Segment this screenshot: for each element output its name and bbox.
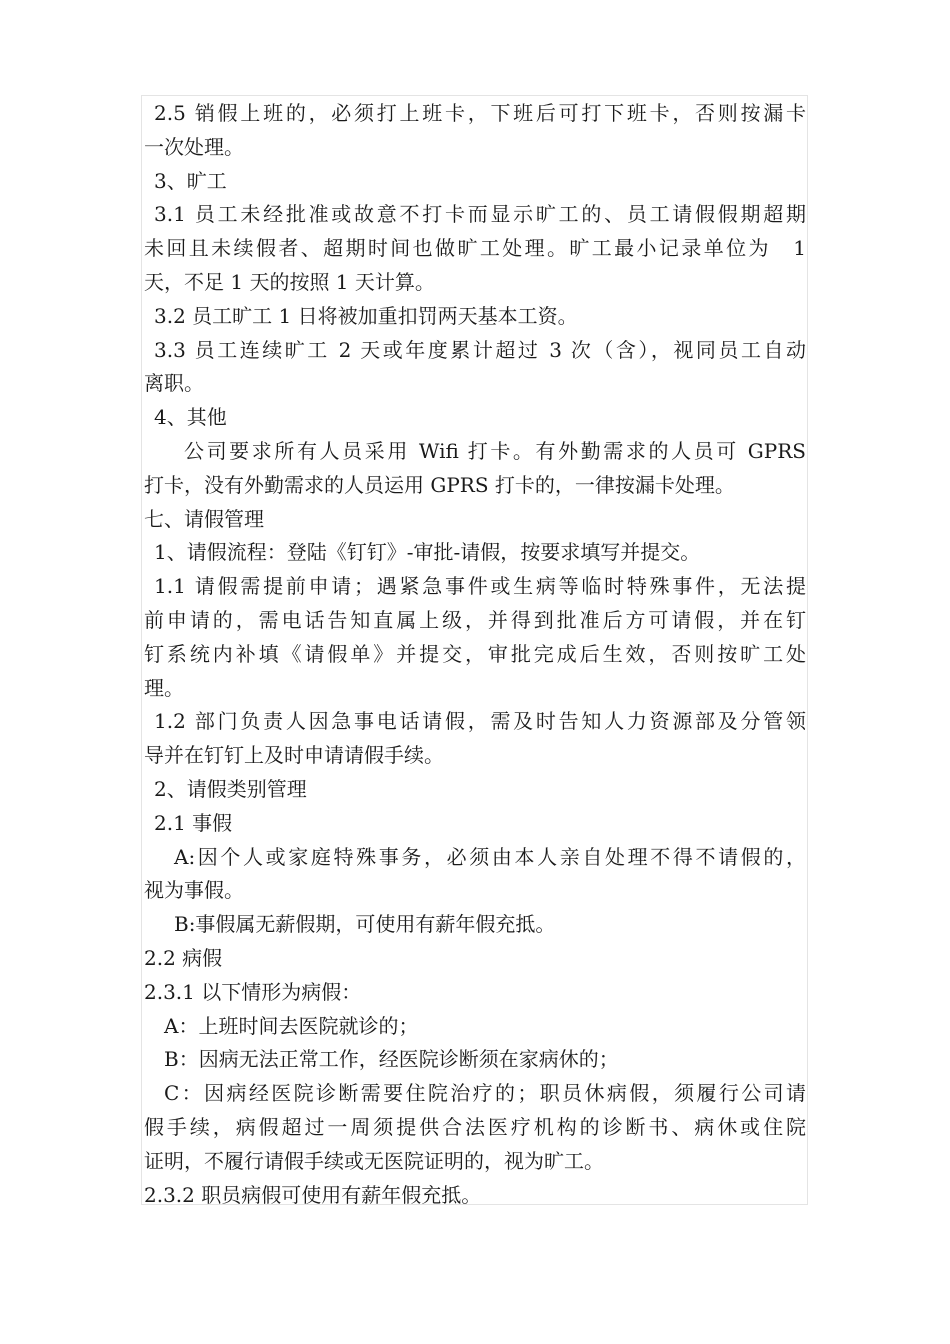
paragraph-line: 3.2 员工旷工 1 日将被加重扣罚两天基本工资。 [154,303,578,328]
section-heading: 4、其他 [154,405,227,430]
paragraph-line: 未回且未续假者、超期时间也做旷工处理。旷工最小记录单位为 1 [144,236,806,261]
list-item: A：上班时间去医院就诊的； [164,1013,419,1038]
paragraph-line: 证明，不履行请假手续或无医院证明的，视为旷工。 [144,1148,604,1173]
paragraph-line: 天，不足 1 天的按照 1 天计算。 [144,269,435,294]
document-body [144,97,806,1212]
list-item: B：因病无法正常工作，经医院诊断须在家病休的； [164,1047,619,1072]
paragraph-line: 2.3.2 职员病假可使用有薪年假充抵。 [144,1182,482,1207]
subsection-heading: 2.2 病假 [144,945,223,970]
paragraph-line: 3.3 员工连续旷工 2 天或年度累计超过 3 次（含），视同员工自动 [154,337,806,362]
paragraph-line: 2.5 销假上班的，必须打上班卡，下班后可打下班卡，否则按漏卡 [154,101,806,125]
paragraph-line: 公司要求所有人员采用 Wifi 打卡。有外勤需求的人员可 GPRS [184,438,806,463]
paragraph-line: A:因个人或家庭特殊事务，必须由本人亲自处理不得不请假的， [174,844,806,869]
paragraph-line: 1.1 请假需提前申请；遇紧急事件或生病等临时特殊事件，无法提 [154,574,806,599]
list-item: C：因病经医院诊断需要住院治疗的；职员休病假，须履行公司请 [164,1081,806,1106]
section-heading: 3、旷工 [154,168,227,193]
paragraph-line: 2.3.1 以下情形为病假： [144,979,362,1004]
paragraph-line: 理。 [144,675,184,700]
paragraph-line: 打卡，没有外勤需求的人员运用 GPRS 打卡的，一律按漏卡处理。 [144,472,735,497]
chapter-heading: 七、请假管理 [144,506,264,531]
paragraph-line: 前申请的，需电话告知直属上级，并得到批准后方可请假，并在钉 [144,607,806,632]
paragraph-line: 1.2 部门负责人因急事电话请假，需及时告知人力资源部及分管领 [154,709,806,734]
paragraph-line: 离职。 [144,371,204,396]
paragraph-line: 假手续，病假超过一周须提供合法医疗机构的诊断书、病休或住院 [144,1114,806,1139]
paragraph-line: B:事假属无薪假期，可使用有薪年假充抵。 [174,912,556,937]
paragraph-line: 钉系统内补填《请假单》并提交，审批完成后生效，否则按旷工处 [144,641,806,666]
paragraph-line: 视为事假。 [144,878,244,903]
paragraph-line: 导并在钉钉上及时申请请假手续。 [144,743,444,768]
paragraph-line: 一次处理。 [144,134,244,159]
subsection-heading: 2.1 事假 [154,810,233,835]
section-heading: 2、请假类别管理 [154,776,307,801]
paragraph-line: 3.1 员工未经批准或故意不打卡而显示旷工的、员工请假假期超期 [154,202,806,227]
section-heading: 1、请假流程：登陆《钉钉》-审批-请假，按要求填写并提交。 [154,540,701,565]
